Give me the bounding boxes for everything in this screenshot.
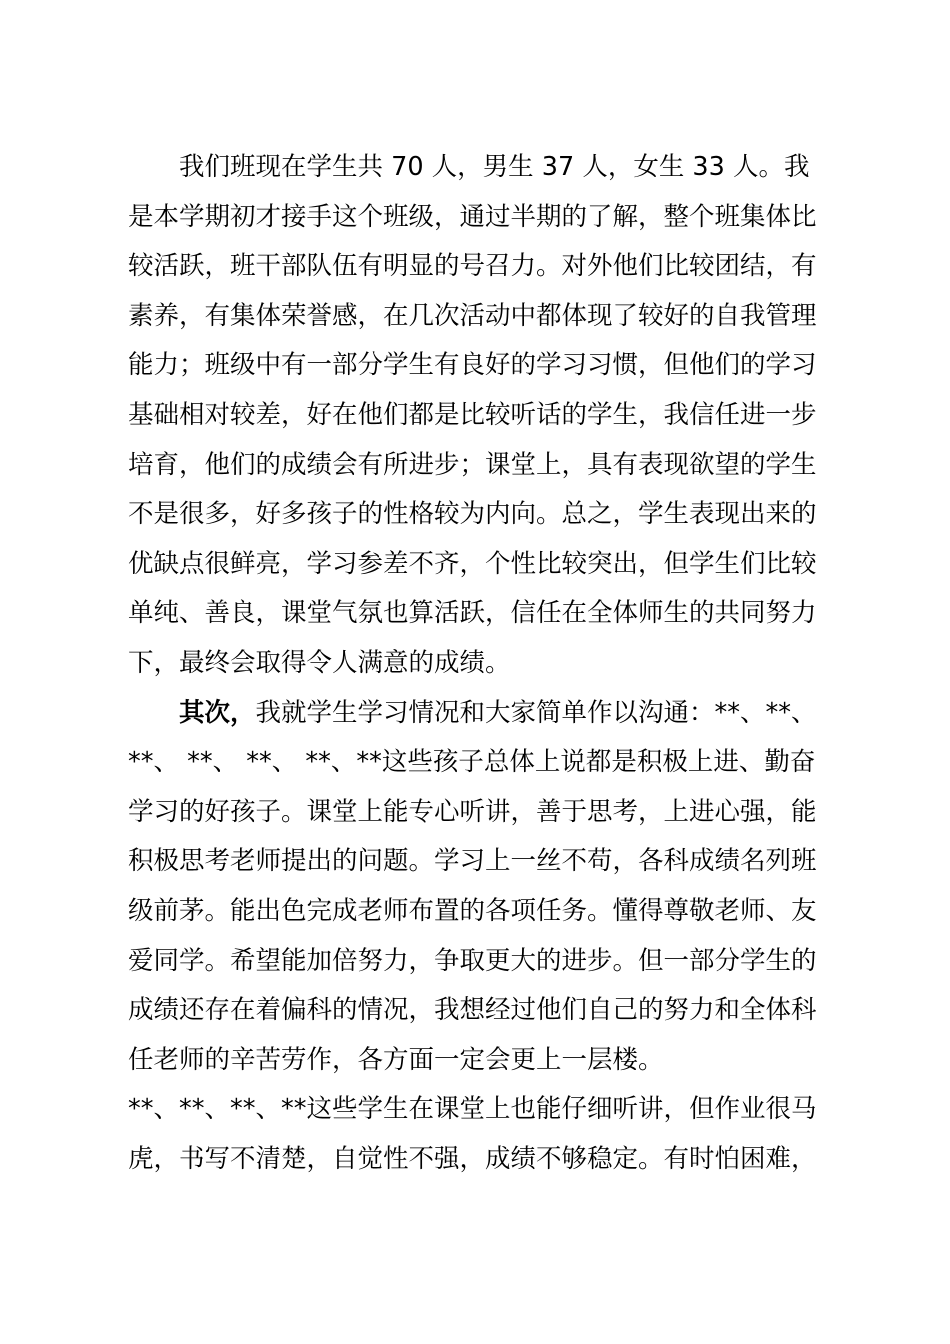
paragraph-student-performance [128, 689, 828, 1086]
paragraph-careless-students-text: **、**、**、**这些学生在课堂上也能仔细听讲，但作业很马虎，书写不清楚，自觉性不强，成绩不够稳定。有时怕困难， [128, 1094, 817, 1174]
paragraph-lead-heading: 其次， [179, 697, 256, 728]
paragraph-class-overview-text: 我们班现在学生共 70 人，男生 37 人，女生 33 人。我是本学期初才接手这个班级，通过半期的了解，整个班集体比较活跃，班干部队伍有明显的号召力。对外他们比较团结，有素养，有集体荣誉感，在几次活动中都体现了较好的自我管理能力；班级中有一部分学生有良好的学习习惯，但他们的学习基础相对较差，好在他们都是比较听话的学生，我信任进一步培育，他们的成绩会有所进步；课堂上，具有表现欲望的学生不是很多，好多孩子的性格较为内向。总之，学生表现出来的优缺点很鲜亮，学习参差不齐，个性比较突出，但学生们比较单纯、善良，课堂气氛也算活跃，信任在全体师生的共同努力下，最终会取得令人满意的成绩。 [128, 152, 817, 678]
paragraph-student-performance-text: 我就学生学习情况和大家简单作以沟通：**、**、**、 **、 **、 **、**这些孩子总体上说都是积极上进、勤奋学习的好孩子。课堂上能专心听讲，善于思考，上进心强，能积极思考老师提出的问题。学习上一丝不苟，各科成绩名列班级前茅。能出色完成老师布置的各项任务。懂得尊敬老师、友爱同学。希望能加倍努力，争取更大的进步。但一部分学生的成绩还存在着偏科的情况，我想经过他们自己的努力和全体科任老师的辛苦劳作，各方面一定会更上一层楼。 [128, 697, 817, 1075]
document-body [128, 143, 828, 1184]
paragraph-careless-students [128, 1085, 828, 1184]
paragraph-class-overview [128, 143, 828, 689]
